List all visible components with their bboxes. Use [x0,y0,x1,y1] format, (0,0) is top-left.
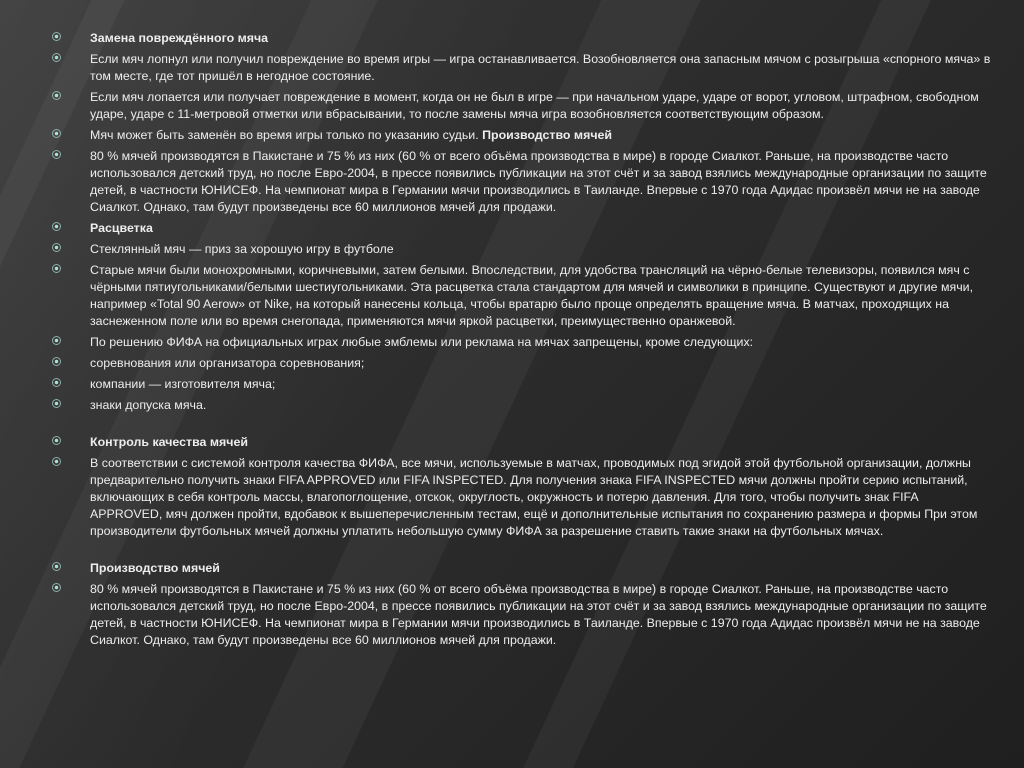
bullet-item [52,89,992,123]
item-text: Расцветка [90,221,153,235]
item-text: Мяч может быть заменён во время игры только по указанию судьи. [90,128,483,142]
item-text: Контроль качества мячей [90,435,248,449]
item-text: В соответствии с системой контроля качества ФИФА, все мячи, используемые в матчах, проводимых под эгидой этой футбольной организации, должны предварительно получить знаки FIFA APPROVED или FIFA INSPECTED. Для получения знака FIFA INSPECTED мячи должны пройти серию испытаний, включающих в себя контроль массы, влагопоглощение, отскок, округлость, окружность и потерю давления. Для того, чтобы получить знак FIFA APPROVED, мяч должен пройти, вдобавок к вышеперечисленным тестам, ещё и дополнительные испытания по сохранению размера и формы При этом производители футбольных мячей должны уплатить небольшую сумму ФИФА за разрешение ставить такие знаки на футбольных мячах. [90,456,978,538]
bullet-item [52,581,992,649]
ring-bullet-icon [52,336,61,345]
ring-bullet-icon [52,264,61,273]
ring-bullet-icon [52,562,61,571]
item-text: Если мяч лопается или получает повреждение в момент, когда он не был в игре — при начальном ударе, ударе от ворот, угловом, штрафном, свободном ударе, ударе с 11-метровой отметки или вбрасывании, то после замены мяча игра возобновляется соответствующим образом. [90,90,979,121]
ring-bullet-icon [52,457,61,466]
ring-bullet-icon [52,357,61,366]
item-text: соревнования или организатора соревнования; [90,356,365,370]
item-text: Если мяч лопнул или получил повреждение во время игры — игра останавливается. Возобновляется она запасным мячом с розыгрыша «спорного мяча» в том месте, где тот пришёл в негодное состояние. [90,52,991,83]
item-text: знаки допуска мяча. [90,398,207,412]
ring-bullet-icon [52,378,61,387]
bullet-item [52,355,992,372]
ring-bullet-icon [52,399,61,408]
inline-heading-production: Производство мячей [482,128,613,142]
ring-bullet-icon [52,436,61,445]
bullet-item [52,127,992,144]
bullet-item [52,376,992,393]
item-text: Стеклянный мяч — приз за хорошую игру в футболе [90,242,394,256]
ring-bullet-icon [52,243,61,252]
item-text: Старые мячи были монохромными, коричневыми, затем белыми. Впоследствии, для удобства трансляций на чёрно-белые телевизоры, появился мяч с чёрными пятиугольниками/белыми шестиугольниками. Эта расцветка стала стандартом для мячей и символики в принципе. Существуют и другие мячи, например «Total 90 Aerow» от Nike, на который нанесены кольца, чтобы вратарю было проще определять вращение мяча. В матчах, проходящих на заснеженном поле или во время снегопада, применяются мячи яркой расцветки, преимущественно оранжевой. [90,263,974,328]
item-text: компании — изготовителя мяча; [90,377,276,391]
ring-bullet-icon [52,32,61,41]
bullet-heading-ball-replacement [52,30,992,47]
bullet-heading-production [52,560,992,577]
ring-bullet-icon [52,91,61,100]
item-text: Производство мячей [90,561,220,575]
item-text: 80 % мячей производятся в Пакистане и 75 % из них (60 % от всего объёма производства в мире) в городе Сиалкот. Раньше, на производстве часто использовался детский труд, но после Евро-2004, в прессе появились публикации на этот счёт и за завод взялись международные организации по защите детей, в частности ЮНИСЕФ. На чемпионат мира в Германии мячи производились в Таиланде. Впервые с 1970 года Адидас произвёл мячи не на заводе Сиалкот. Однако, там будут произведены все 60 миллионов мячей для продажи. [90,582,987,647]
ring-bullet-icon [52,129,61,138]
ring-bullet-icon [52,53,61,62]
bullet-list [52,30,992,649]
ring-bullet-icon [52,150,61,159]
bullet-item [52,455,992,540]
bullet-item [52,334,992,351]
bullet-heading-quality-control [52,434,992,451]
item-text: По решению ФИФА на официальных играх любые эмблемы или реклама на мячах запрещены, кроме следующих: [90,335,754,349]
ring-bullet-icon [52,222,61,231]
ring-bullet-icon [52,583,61,592]
bullet-item [52,262,992,330]
item-text: 80 % мячей производятся в Пакистане и 75 % из них (60 % от всего объёма производства в мире) в городе Сиалкот. Раньше, на производстве часто использовался детский труд, но после Евро-2004, в прессе появились публикации на этот счёт и за завод взялись международные организации по защите детей, в частности ЮНИСЕФ. На чемпионат мира в Германии мячи производились в Таиланде. Впервые с 1970 года Адидас произвёл мячи не на заводе Сиалкот. Однако, там будут произведены все 60 миллионов мячей для продажи. [90,149,987,214]
bullet-heading-coloring [52,220,992,237]
bullet-item [52,241,992,258]
bullet-item [52,51,992,85]
bullet-item [52,148,992,216]
item-text: Замена повреждённого мяча [90,31,269,45]
bullet-item [52,397,992,414]
